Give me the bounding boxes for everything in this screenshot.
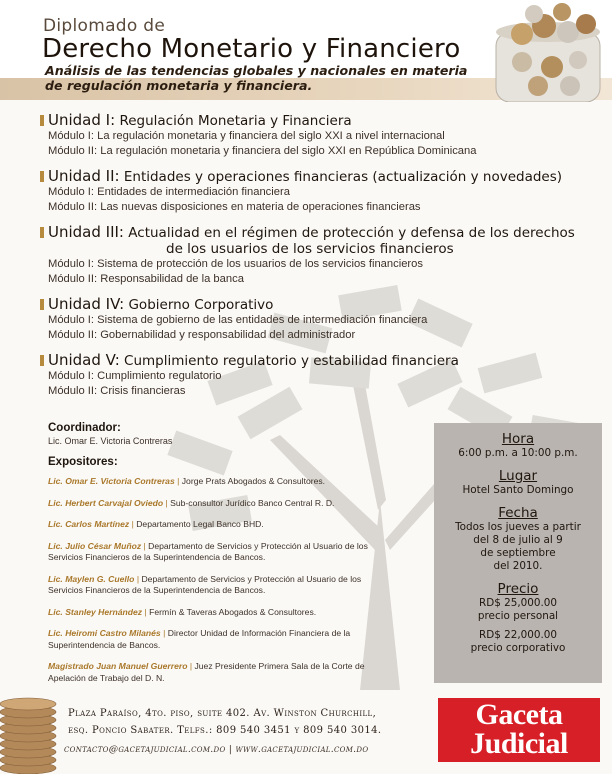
- expositor-name: Lic. Maylen G. Cuello: [48, 573, 135, 584]
- expositor-name: Lic. Heiromi Castro Milanés: [48, 628, 161, 638]
- expositor-desc: Departamento de Servicios y Protección al Usuario de los Servicios Financieros de la Superintendencia de Bancos.: [48, 540, 368, 562]
- unit-heading: Regulación Monetaria y Financiera: [119, 113, 352, 129]
- expositor-item: Magistrado Juan Manuel Guerrero | Juez Presidente Primera Sala de la Corte de Apelación de Trabajo del D. N.: [48, 661, 365, 683]
- event-info-box: [434, 423, 602, 683]
- expositor-desc: Juez Presidente Primera Sala de la Corte de Apelación de Trabajo del D. N.: [48, 661, 365, 683]
- unit-label: Unidad I:: [48, 111, 116, 129]
- address-line-2: esq. Poncio Sabater. Telfs.: 809 540 3451 y 809 540 3014.: [68, 725, 382, 736]
- module-item: Módulo I: Sistema de protección de los usuarios de los servicios financieros: [48, 258, 423, 270]
- expositor-desc: Jorge Prats Abogados & Consultores.: [181, 476, 326, 486]
- expositor-item: Lic. Stanley Hernández | Fermín & Taveras Abogados & Consultores.: [48, 606, 317, 617]
- precio-personal-label: precio personal: [477, 610, 559, 622]
- unit-title: [40, 168, 610, 185]
- unit-title: [40, 296, 610, 313]
- unit-title: [40, 224, 610, 257]
- precio-corporativo-amount: RD$ 22,000.00: [478, 629, 558, 641]
- expositor-desc: Director Unidad de Información Financiera de la Superintendencia de Bancos.: [48, 628, 351, 650]
- unit-heading: Gobierno Corporativo: [128, 297, 274, 313]
- expositor-desc: Sub-consultor Jurídico Banco Central R. D.: [170, 497, 335, 508]
- expositor-item: Lic. Herbert Carvajal Oviedo | Sub-consultor Jurídico Banco Central R. D.: [48, 497, 335, 508]
- expositor-item: Lic. Heiromi Castro Milanés | Director Unidad de Información Financiera de la Superintendencia de Bancos.: [48, 628, 351, 650]
- expositor-desc: Departamento Legal Banco BHD.: [136, 519, 264, 529]
- unit-label: Unidad II:: [48, 167, 120, 185]
- module-item: Módulo I: Entidades de intermediación financiera: [48, 186, 290, 198]
- bullet-icon: [40, 355, 44, 366]
- hora-heading: Hora: [501, 431, 535, 447]
- speakers-section: [48, 422, 398, 694]
- subtitle-line-2: de regulación monetaria y financiera.: [45, 78, 313, 93]
- expositores-heading: Expositores:: [48, 456, 118, 468]
- unit-heading-line-2: de los usuarios de los servicios financieros: [166, 241, 454, 257]
- coordinator-name: Lic. Omar E. Victoria Contreras: [48, 436, 173, 446]
- precio-heading: Precio: [497, 581, 539, 597]
- unit-label: Unidad V:: [48, 351, 120, 369]
- unit-2: [40, 168, 610, 214]
- unit-3: [40, 224, 610, 286]
- expositor-name: Lic. Julio César Muñoz: [48, 540, 142, 551]
- header: [0, 0, 612, 100]
- expositor-item: Lic. Maylen G. Cuello | Departamento de Servicios y Protección al Usuario de los Servicios Financieros de la Superintendencia de Bancos.: [48, 573, 362, 595]
- unit-heading: Entidades y operaciones financieras (actualización y novedades): [123, 169, 563, 185]
- expositor-name: Magistrado Juan Manuel Guerrero: [48, 661, 188, 671]
- precio-personal-amount: RD$ 25,000.00: [478, 597, 558, 609]
- unit-4: [40, 296, 610, 342]
- bullet-icon: [40, 227, 44, 238]
- expositor-item: Lic. Carlos Martínez | Departamento Legal Banco BHD.: [48, 519, 264, 529]
- units-list: [40, 112, 610, 408]
- contact-line[interactable]: contacto@gacetajudicial.com.do | www.gacetajudicial.com.do: [64, 744, 369, 755]
- subtitle-line-1: Análisis de las tendencias globales y nacionales en materia: [45, 63, 468, 78]
- logo-line-1: Gaceta: [475, 698, 563, 731]
- lugar-value: Hotel Santo Domingo: [462, 484, 574, 496]
- page-title: Derecho Monetario y Financiero: [42, 34, 461, 64]
- fecha-line-2: del 8 de julio al 9: [473, 534, 563, 546]
- unit-title: [40, 112, 610, 129]
- unit-title: [40, 352, 610, 369]
- expositor-item: Lic. Julio César Muñoz | Departamento de Servicios y Protección al Usuario de los Servicios Financieros de la Superintendencia de Bancos.: [48, 540, 368, 562]
- unit-1: [40, 112, 610, 158]
- lugar-heading: Lugar: [498, 468, 538, 484]
- fecha-line-3: de septiembre: [480, 547, 556, 559]
- coin-stack-image: [0, 690, 62, 774]
- unit-5: [40, 352, 610, 398]
- precio-corporativo-label: precio corporativo: [470, 642, 566, 654]
- expositor-name: Lic. Omar E. Victoria Contreras: [48, 476, 175, 486]
- expositor-desc: Departamento de Servicios y Protección al Usuario de los Servicios Financieros de la Superintendencia de Bancos.: [48, 573, 362, 595]
- expositor-desc: Fermín & Taveras Abogados & Consultores.: [149, 606, 317, 617]
- module-item: Módulo II: Responsabilidad de la banca: [48, 272, 244, 285]
- module-item: Módulo I: La regulación monetaria y financiera del siglo XXI a nivel internacional: [48, 130, 445, 142]
- address-block: [68, 705, 408, 739]
- hora-value: 6:00 p.m. a 10:00 p.m.: [458, 447, 578, 459]
- diplomado-label: Diplomado de: [43, 16, 166, 36]
- coordinator-heading: Coordinador:: [48, 422, 121, 434]
- unit-heading: Cumplimiento regulatorio y estabilidad financiera: [124, 353, 459, 369]
- bullet-icon: [40, 299, 44, 310]
- unit-label: Unidad IV:: [48, 295, 125, 313]
- module-item: Módulo II: Gobernabilidad y responsabilidad del administrador: [48, 328, 356, 341]
- logo-line-2: Judicial: [470, 727, 568, 760]
- expositor-name: Lic. Carlos Martínez: [48, 519, 130, 529]
- expositor-name: Lic. Herbert Carvajal Oviedo: [48, 497, 164, 508]
- module-item: Módulo II: La regulación monetaria y financiera del siglo XXI en República Dominicana: [48, 144, 477, 157]
- module-item: Módulo I: Cumplimiento regulatorio: [48, 370, 222, 382]
- unit-heading: Actualidad en el régimen de protección y defensa de los derechos: [128, 225, 575, 241]
- bullet-icon: [40, 171, 44, 182]
- bullet-icon: [40, 115, 44, 126]
- unit-label: Unidad III:: [48, 223, 124, 241]
- module-item: Módulo II: Las nuevas disposiciones en materia de operaciones financieras: [48, 200, 421, 213]
- fecha-heading: Fecha: [498, 505, 538, 521]
- expositor-name: Lic. Stanley Hernández: [48, 606, 143, 617]
- fecha-line-4: del 2010.: [493, 560, 543, 572]
- module-item: Módulo I: Sistema de gobierno de las entidades de intermediación financiera: [48, 314, 428, 326]
- fecha-line-1: Todos los jueves a partir: [455, 521, 581, 533]
- expositor-item: Lic. Omar E. Victoria Contreras | Jorge Prats Abogados & Consultores.: [48, 476, 326, 486]
- address-line-1: Plaza Paraíso, 4to. piso, suite 402. Av. Winston Churchill,: [68, 708, 377, 719]
- page-subtitle: [45, 63, 485, 93]
- gaceta-judicial-logo: [438, 698, 600, 762]
- module-item: Módulo II: Crisis financieras: [48, 384, 186, 397]
- coin-jar-image: [482, 2, 610, 102]
